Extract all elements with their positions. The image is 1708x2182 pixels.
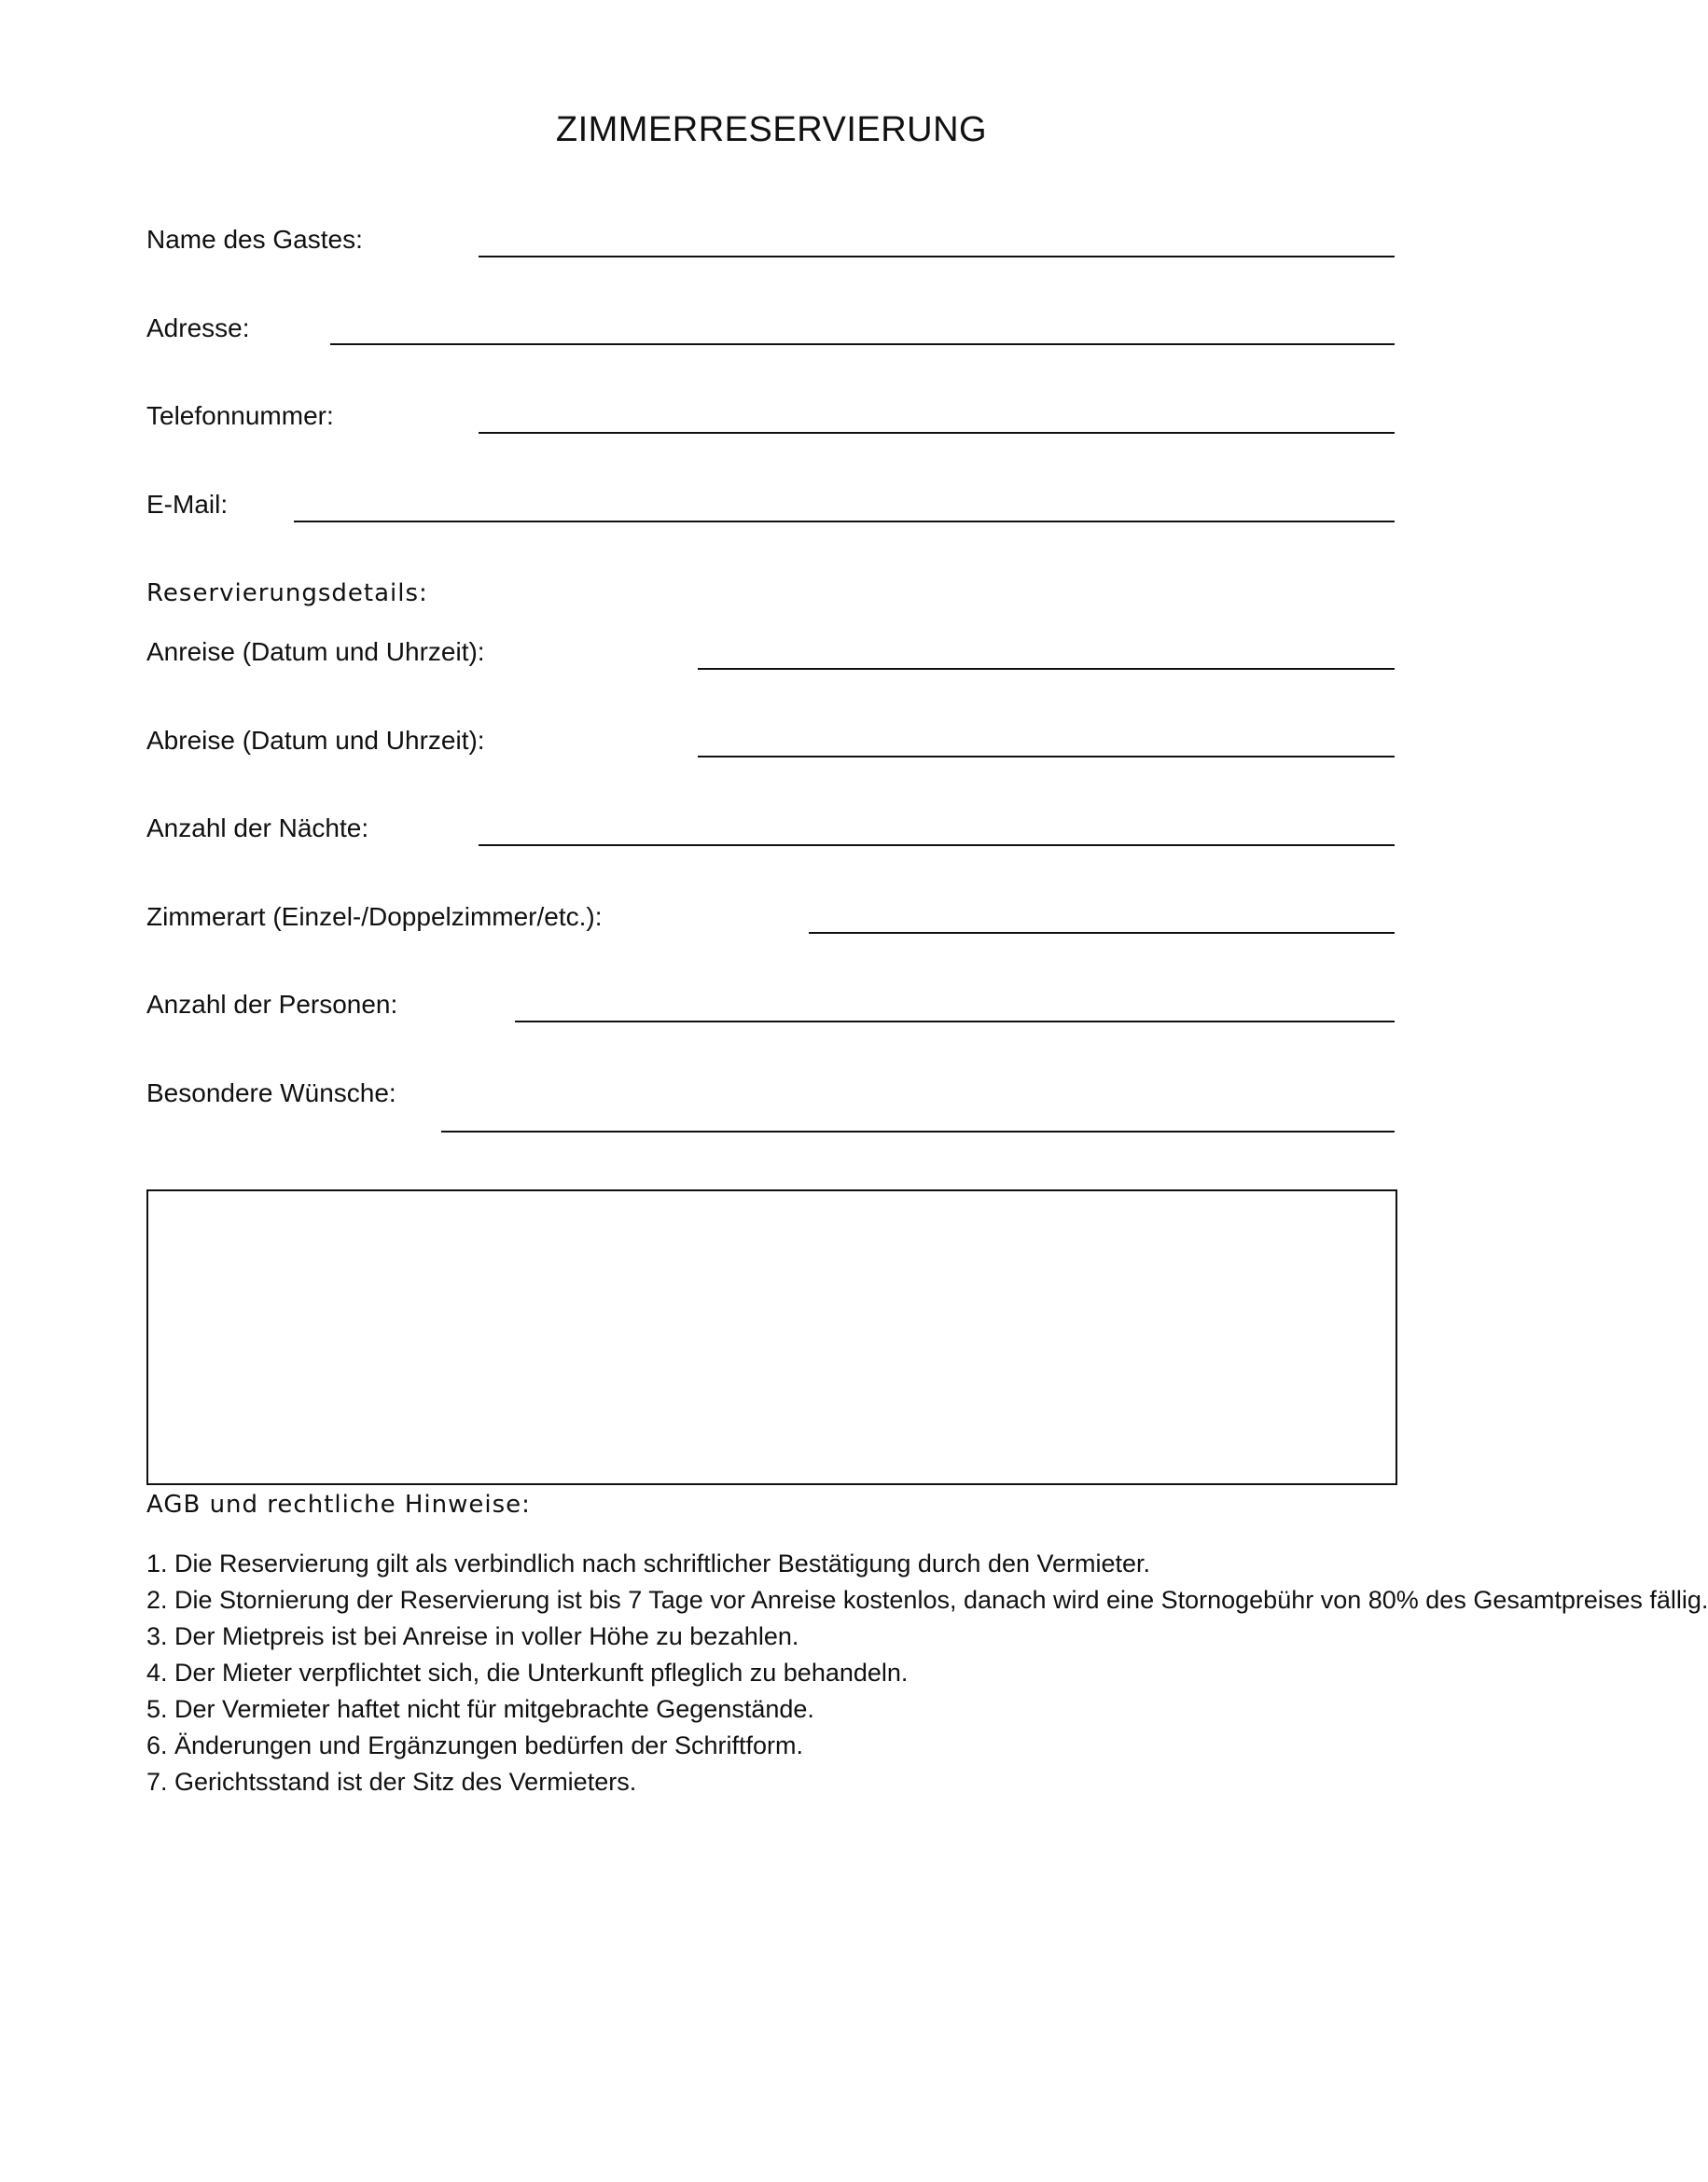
terms-list (146, 1546, 1708, 1800)
terms-item: 3. Der Mietpreis ist bei Anreise in voller Höhe zu bezahlen. (146, 1622, 799, 1650)
email-field[interactable] (294, 521, 1395, 522)
terms-item: 6. Änderungen und Ergänzungen bedürfen der Schriftform. (146, 1731, 803, 1759)
terms-item: 7. Gerichtsstand ist der Sitz des Vermieters. (146, 1768, 637, 1796)
guest-name-field[interactable] (479, 256, 1395, 257)
phone-field[interactable] (479, 432, 1395, 434)
persons-field[interactable] (515, 1021, 1395, 1022)
persons-label: Anzahl der Personen: (146, 990, 398, 1019)
special-requests-field[interactable] (441, 1131, 1395, 1133)
page-title: ZIMMERRESERVIERUNG (555, 110, 988, 149)
nights-label: Anzahl der Nächte: (146, 813, 369, 842)
reservation-details-heading: Reservierungsdetails: (146, 579, 428, 607)
guest-name-label: Name des Gastes: (146, 225, 363, 254)
phone-label: Telefonnummer: (146, 401, 334, 430)
terms-item: 4. Der Mieter verpflichtet sich, die Unterkunft pfleglich zu behandeln. (146, 1659, 909, 1687)
terms-item: 2. Die Stornierung der Reservierung ist bis 7 Tage vor Anreise kostenlos, danach wird eine Stornogebühr von 80% des Gesamtpreises fällig. (146, 1586, 1708, 1614)
special-requests-box[interactable] (146, 1189, 1397, 1485)
arrival-field[interactable] (698, 668, 1395, 670)
room-type-label: Zimmerart (Einzel-/Doppelzimmer/etc.): (146, 902, 603, 931)
address-field[interactable] (330, 343, 1395, 345)
address-label: Adresse: (146, 313, 250, 342)
terms-item: 1. Die Reservierung gilt als verbindlich nach schriftlicher Bestätigung durch den Vermieter. (146, 1550, 1151, 1577)
terms-item: 5. Der Vermieter haftet nicht für mitgebrachte Gegenstände. (146, 1695, 814, 1723)
departure-label: Abreise (Datum und Uhrzeit): (146, 726, 485, 755)
nights-field[interactable] (479, 844, 1395, 846)
room-type-field[interactable] (809, 932, 1395, 934)
special-requests-label: Besondere Wünsche: (146, 1078, 396, 1107)
arrival-label: Anreise (Datum und Uhrzeit): (146, 637, 485, 666)
departure-field[interactable] (698, 756, 1395, 757)
email-label: E-Mail: (146, 490, 229, 519)
terms-heading: AGB und rechtliche Hinweise: (146, 1491, 531, 1519)
